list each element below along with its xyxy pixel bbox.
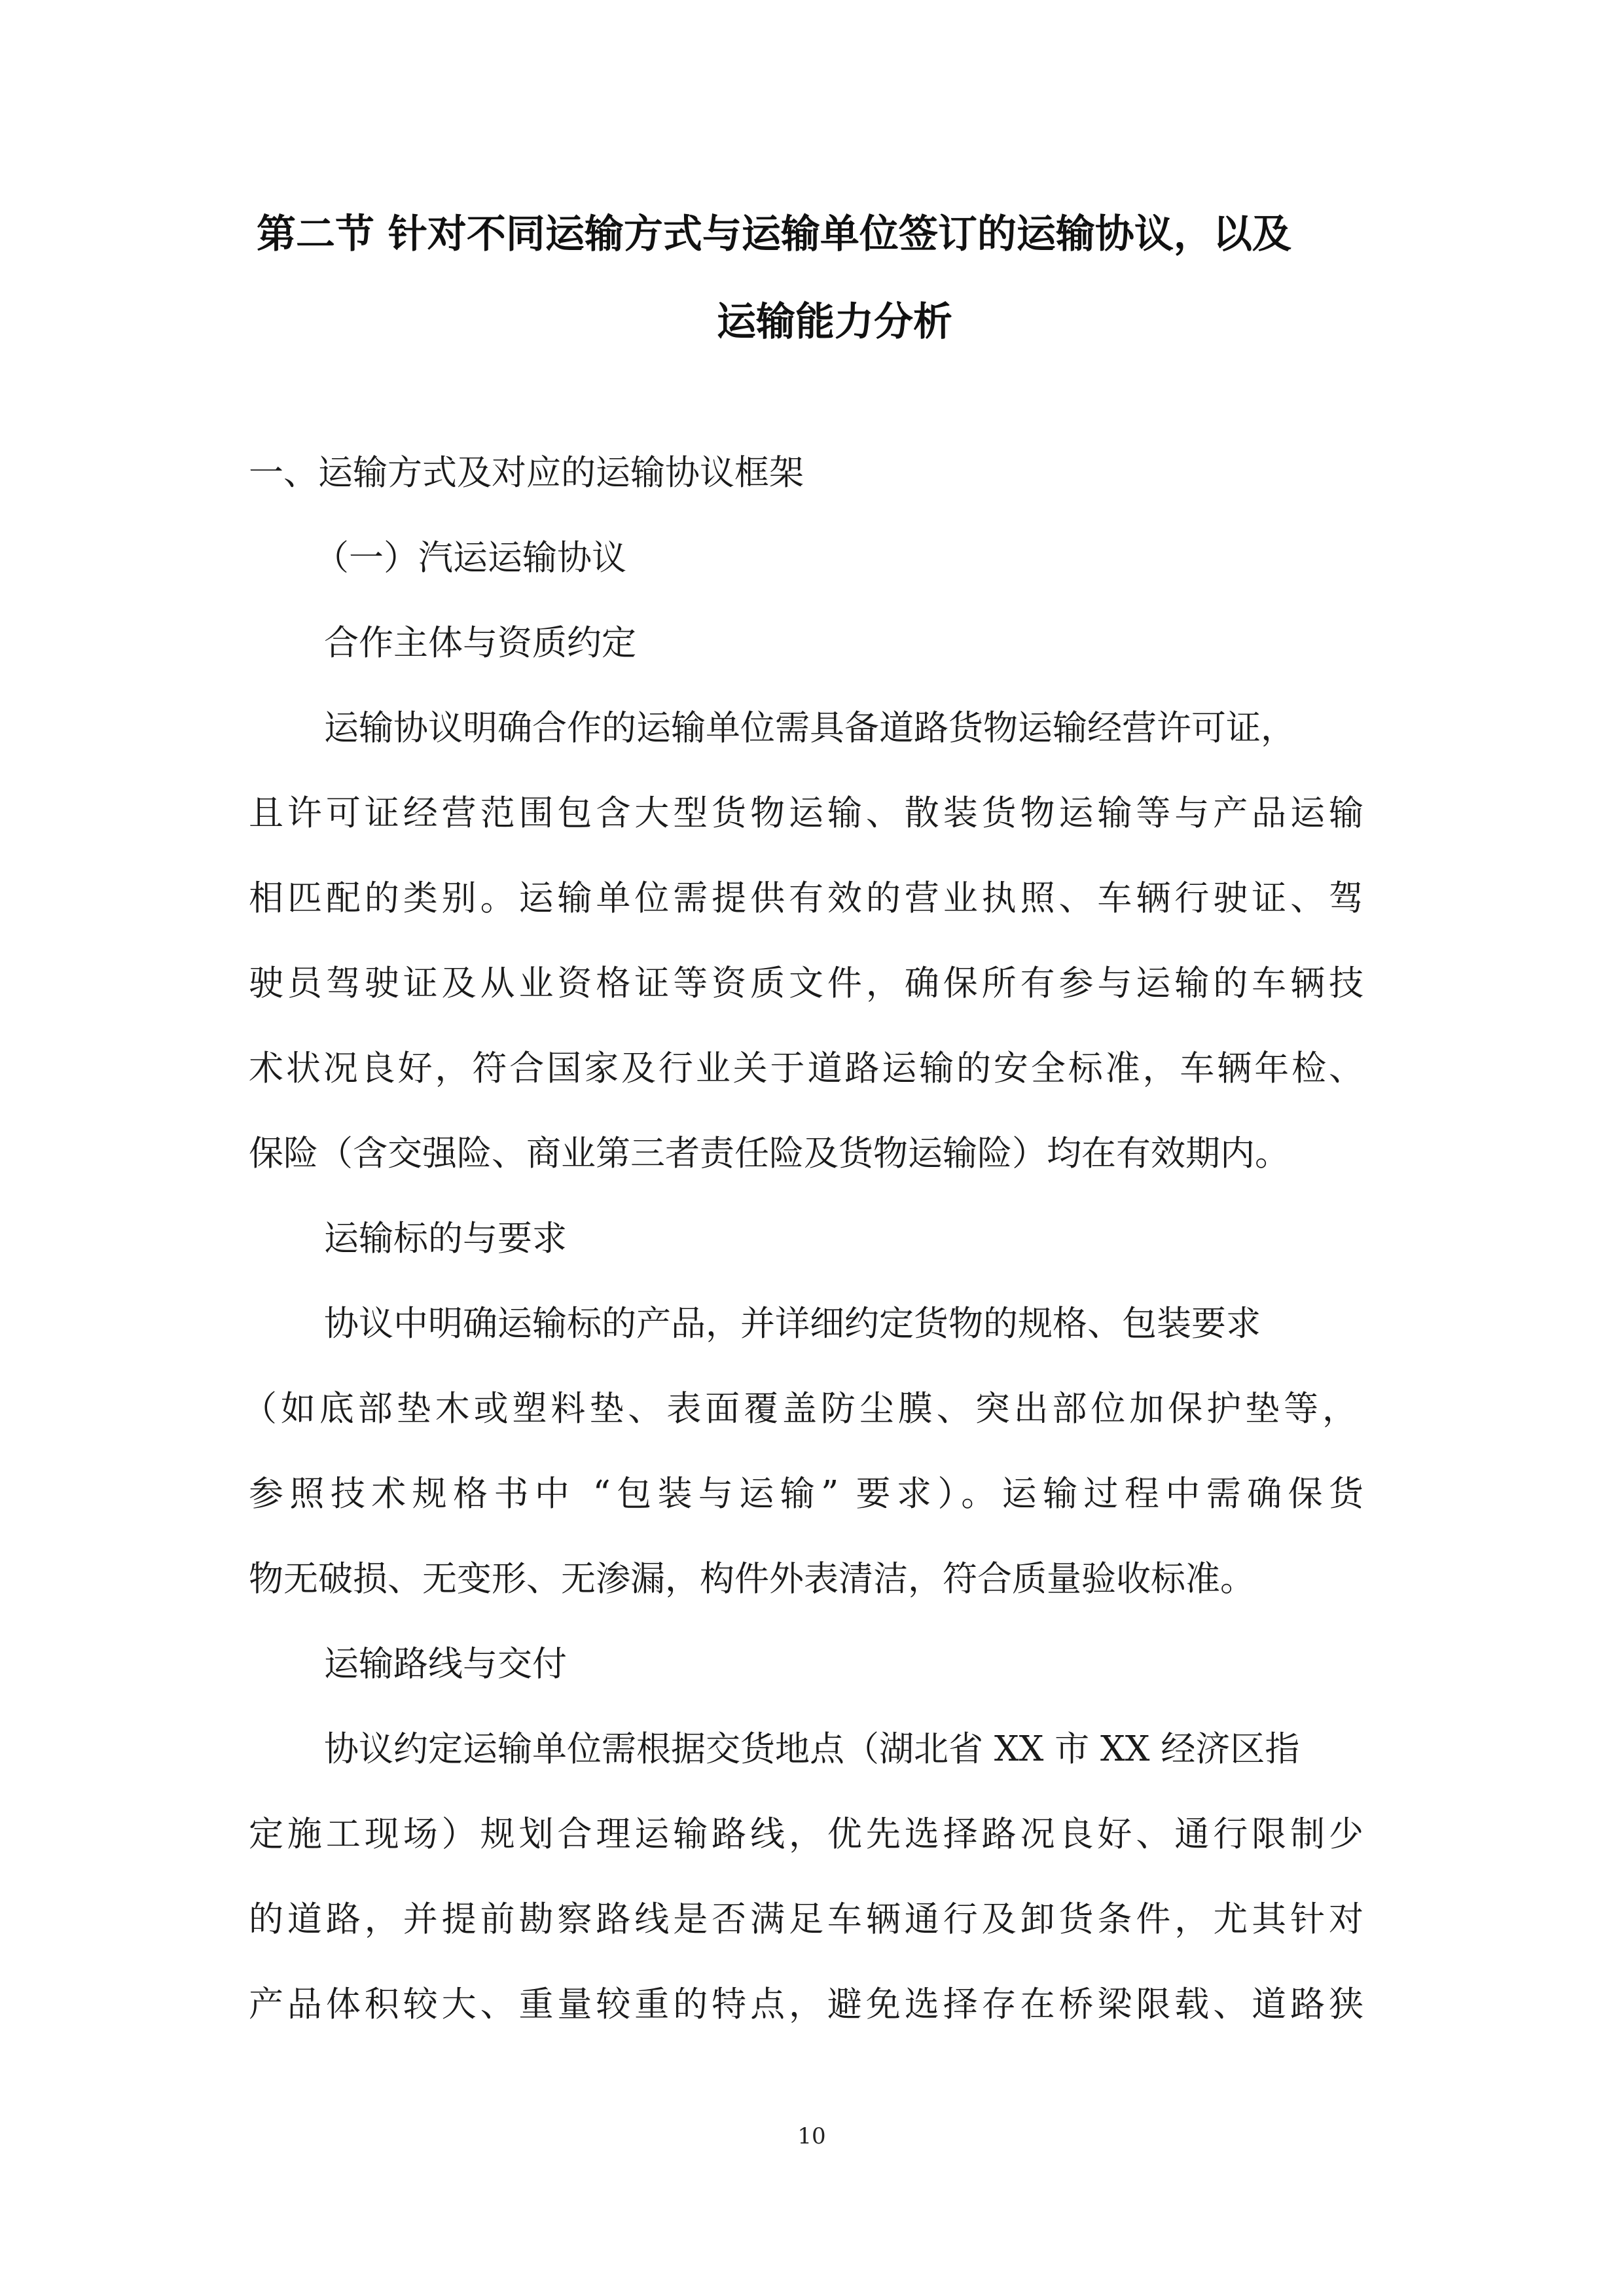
page-title-line-1: 第二节 针对不同运输方式与运输单位签订的运输协议，以及 [257,211,1291,257]
page-number: 10 [797,2123,826,2149]
sub-heading-qualification: 合作主体与资质约定 [324,623,636,663]
section-heading: 一、运输方式及对应的运输协议框架 [249,453,804,493]
paragraph-line: 术状况良好，符合国家及行业关于道路运输的安全标准，车辆年检、 [249,1049,1363,1088]
paragraph-line: 保险（含交强险、商业第三者责任险及货物运输险）均在有效期内。 [249,1134,1290,1174]
paragraph-line: 产品体积较大、重量较重的特点，避免选择存在桥梁限载、道路狭 [249,1984,1363,2024]
paragraph-line: 且许可证经营范围包含大型货物运输、散装货物运输等与产品运输 [249,793,1363,833]
sub-heading-requirements: 运输标的与要求 [324,1219,567,1259]
paragraph-line: 定施工现场）规划合理运输路线，优先选择路况良好、通行限制少 [249,1814,1363,1854]
paragraph-line: 参照技术规格书中 “包装与运输” 要求）。运输过程中需确保货 [249,1474,1363,1514]
paragraph-line: 运输协议明确合作的运输单位需具备道路货物运输经营许可证， [324,708,1295,748]
subsection-heading: （一）汽运运输协议 [314,538,626,578]
paragraph-line: 物无破损、无变形、无渗漏，构件外表清洁，符合质量验收标准。 [249,1559,1255,1599]
paragraph-line: 协议约定运输单位需根据交货地点（湖北省 XX 市 XX 经济区指 [324,1729,1300,1769]
paragraph-line: （如底部垫木或塑料垫、表面覆盖防尘膜、突出部位加保护垫等， [242,1389,1357,1429]
paragraph-line: 驶员驾驶证及从业资格证等资质文件，确保所有参与运输的车辆技 [249,963,1363,1003]
paragraph-line: 的道路，并提前勘察路线是否满足车辆通行及卸货条件，尤其针对 [249,1899,1363,1939]
page-title-line-2: 运输能力分析 [717,299,952,345]
sub-heading-route: 运输路线与交付 [324,1644,567,1684]
paragraph-line: 协议中明确运输标的产品，并详细约定货物的规格、包装要求 [324,1304,1261,1344]
paragraph-line: 相匹配的类别。运输单位需提供有效的营业执照、车辆行驶证、驾 [249,878,1363,918]
